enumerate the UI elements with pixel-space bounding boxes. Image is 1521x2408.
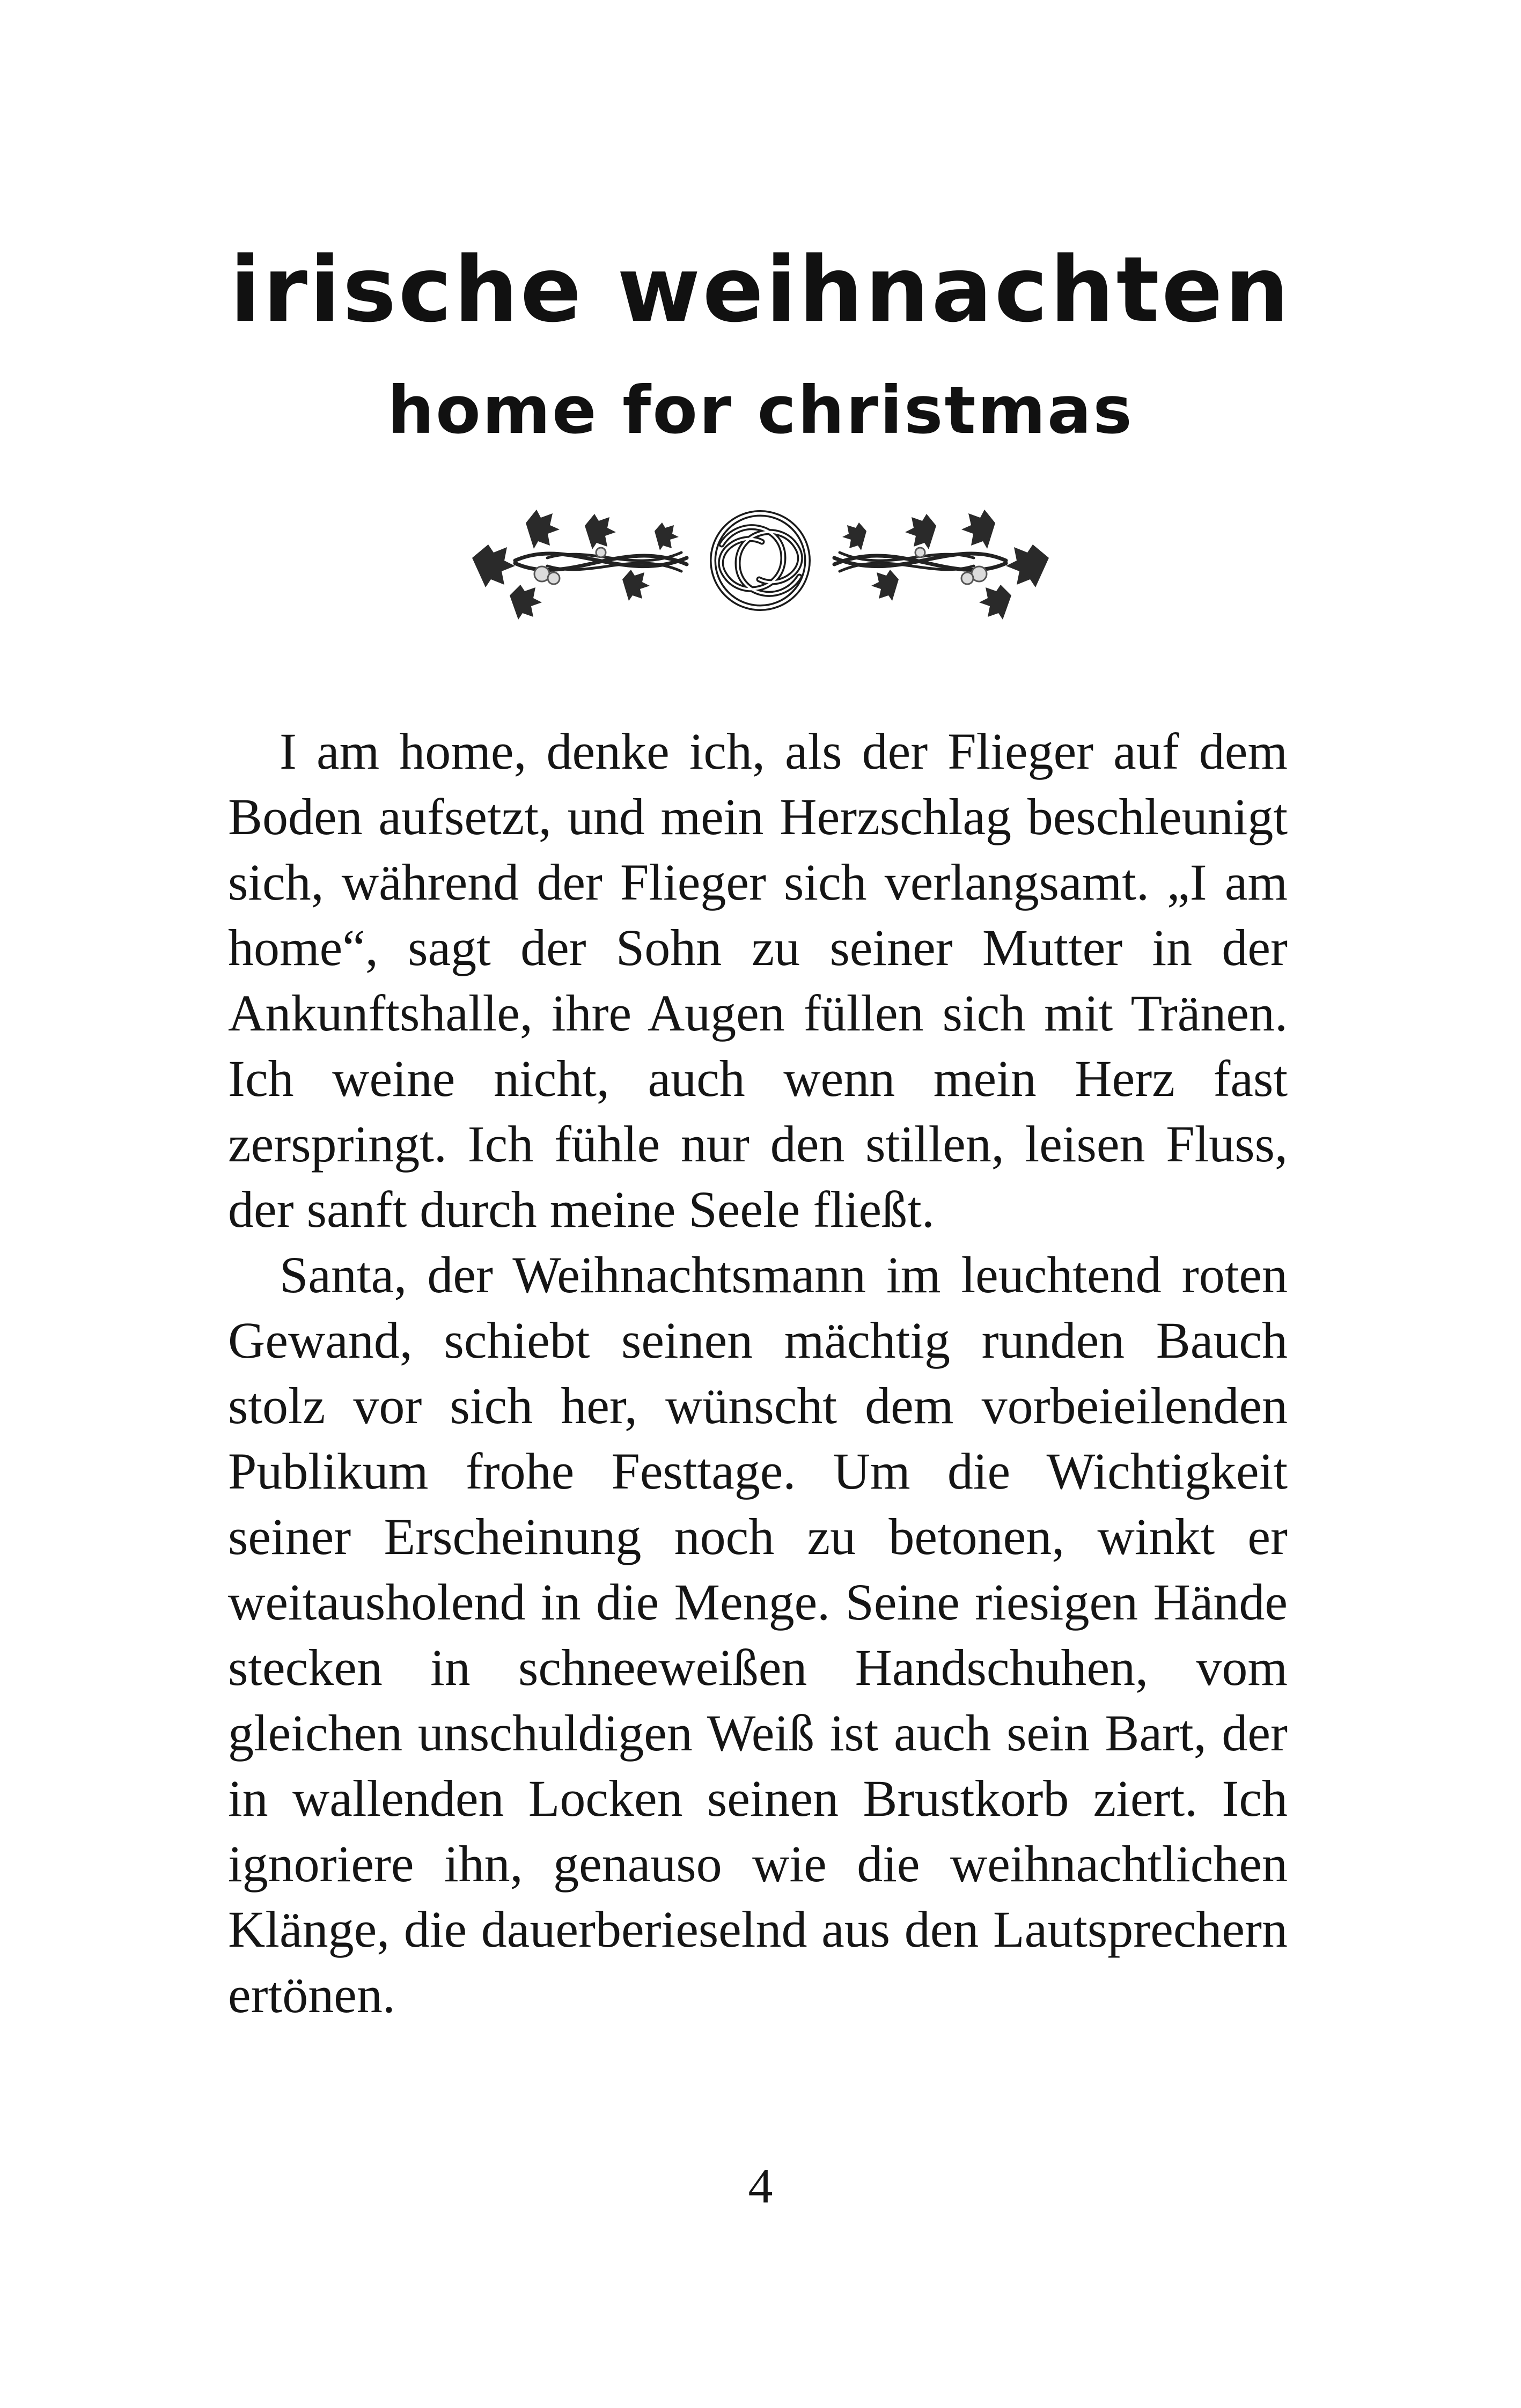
chapter-title: irische weihnachten [230, 237, 1291, 342]
chapter-title-block [0, 236, 1521, 451]
chapter-subtitle: home for christmas [387, 372, 1134, 448]
page-number: 4 [748, 2159, 773, 2213]
celtic-knot-holly-ornament-icon [461, 494, 1060, 628]
paragraph: Santa, der Weihnachtsmann im leuchtend roten Gewand, schiebt seinen mächtig runden Bauch stolz vor sich her, wünscht dem vorbeieilenden Publikum frohe Festtage. Um die Wichtigkeit seiner Erscheinung noch zu betonen, winkt er weitausholend in die Menge. Seine riesigen Hände stecken in schneeweißen Handschuhen, vom gleichen unschuldigen Weiß ist auch sein Bart, der in wallenden Locken seinen Brustkorb ziert. Ich ignoriere ihn, genauso wie die weihnachtlichen Klänge, die dauerberieselnd aus den Lautsprechern ertönen. [228, 1246, 1288, 2023]
body-text [228, 719, 1288, 2028]
paragraph: I am home, denke ich, als der Flieger auf dem Boden aufsetzt, und mein Herzschlag beschleunigt sich, während der Flieger sich verlangsamt. „I am home“, sagt der Sohn zu seiner Mutter in der Ankunftshalle, ihre Augen füllen sich mit Tränen. Ich weine nicht, auch wenn mein Herz fast zerspringt. Ich fühle nur den stillen, leisen Fluss, der sanft durch meine Seele fließt. [228, 723, 1288, 1238]
